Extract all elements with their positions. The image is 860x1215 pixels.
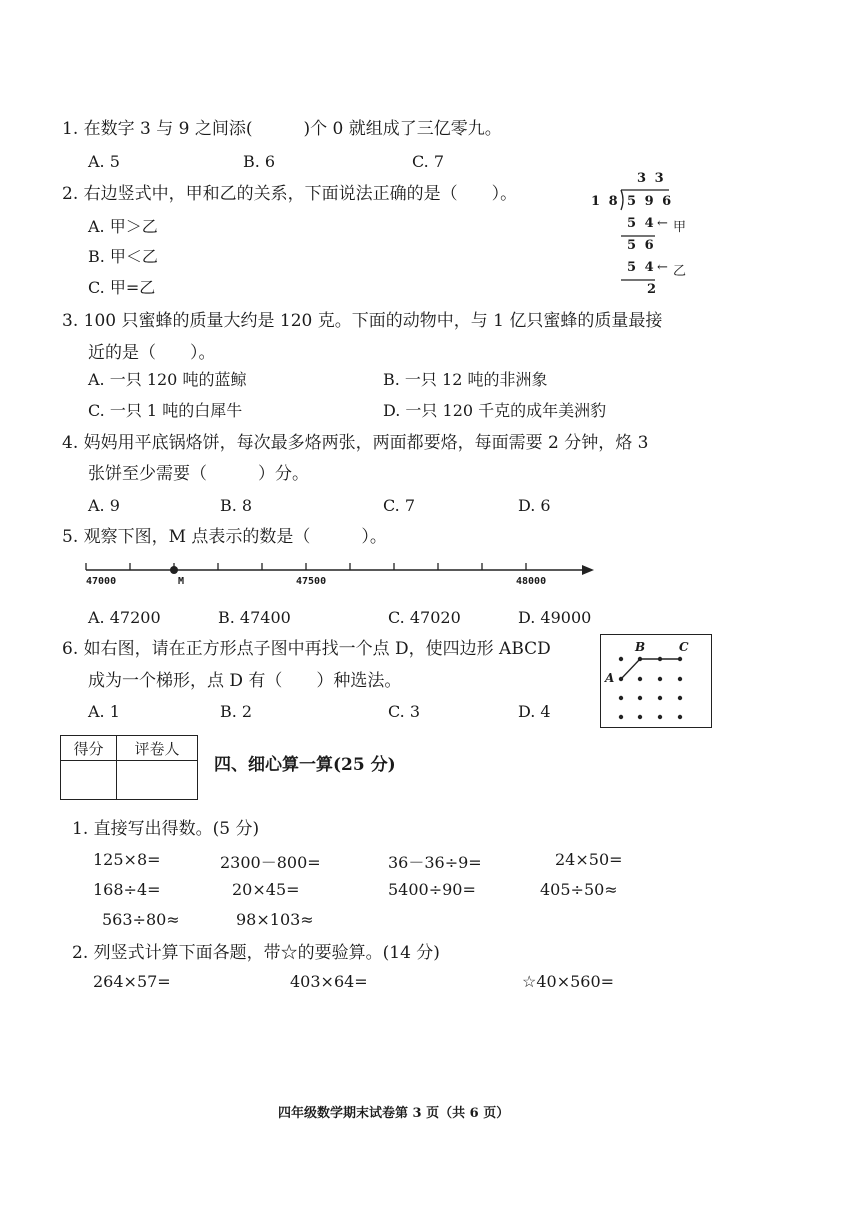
q2-option-b: B. 甲＜乙 <box>88 247 158 266</box>
calc-item-5: 168÷4= <box>93 880 161 899</box>
vertical-calc-1: 264×57= <box>93 972 171 991</box>
q3-option-b: B. 一只 12 吨的非洲象 <box>383 370 548 389</box>
page-footer: 四年级数学期末试卷第 3 页（共 6 页） <box>278 1106 510 1121</box>
q6-line-2: 成为一个梯形，点 D 有（ ）种选法。 <box>88 671 402 691</box>
dot-grid-figure <box>600 634 712 728</box>
q1-option-c: C. 7 <box>412 152 445 171</box>
division-product-2: 5 4 <box>627 260 656 275</box>
q4-option-b: B. 8 <box>220 496 253 515</box>
number-line-arrow-icon <box>582 565 594 575</box>
q2-option-c: C. 甲=乙 <box>88 278 156 297</box>
axis-label-start: 47000 <box>86 576 117 587</box>
q2-text: 2. 右边竖式中，甲和乙的关系，下面说法正确的是（ ）。 <box>62 184 518 204</box>
division-product-1: 5 4 <box>627 216 656 231</box>
division-quotient: 3 3 <box>637 171 666 186</box>
q4-option-d: D. 6 <box>518 496 551 515</box>
q4-line-1: 4. 妈妈用平底锅烙饼，每次最多烙两张，两面都要烙，每面需要 2 分钟，烙 3 <box>62 433 649 453</box>
q2-option-a: A. 甲＞乙 <box>88 217 158 236</box>
long-division-figure <box>585 168 715 298</box>
q5-option-c: C. 47020 <box>388 608 461 627</box>
arrow-jia: ← <box>657 216 668 231</box>
q4-option-a: A. 9 <box>88 496 120 515</box>
q5-option-a: A. 47200 <box>88 608 161 627</box>
dot-grid-svg <box>601 635 711 727</box>
grid-label-c: C <box>679 640 689 654</box>
number-line <box>82 556 602 596</box>
calc-item-9: 563÷80≈ <box>102 910 180 929</box>
axis-label-end: 48000 <box>516 576 547 587</box>
grader-header: 评卷人 <box>117 736 198 761</box>
q1-option-b: B. 6 <box>243 152 276 171</box>
division-remainder-2: 2 <box>647 282 659 297</box>
grid-label-a: A <box>605 671 615 685</box>
score-cell[interactable] <box>61 761 117 800</box>
division-divisor: 1 8 <box>591 194 620 209</box>
calc-item-7: 5400÷90= <box>388 880 476 899</box>
q1-option-a: A. 5 <box>88 152 120 171</box>
calc-item-2: 2300－800= <box>220 853 321 872</box>
q3-option-c: C. 一只 1 吨的白犀牛 <box>88 401 243 420</box>
q3-option-d: D. 一只 120 千克的成年美洲豹 <box>383 401 607 420</box>
point-m-label: M <box>178 576 185 587</box>
q3-line-2: 近的是（ ）。 <box>88 343 216 363</box>
axis-label-mid: 47500 <box>296 576 327 587</box>
q1-text: 1. 在数字 3 与 9 之间添( )个 0 就组成了三亿零九。 <box>62 119 502 139</box>
point-m-dot <box>170 566 178 574</box>
q5-text: 5. 观察下图，M 点表示的数是（ ）。 <box>62 527 387 547</box>
division-remainder-1: 5 6 <box>627 238 656 253</box>
grid-label-b: B <box>635 640 646 654</box>
vertical-calc-3: ☆40×560= <box>522 972 615 991</box>
q6-line-1: 6. 如右图，请在正方形点子图中再找一个点 D，使四边形 ABCD <box>62 639 551 659</box>
calc-item-4: 24×50= <box>555 850 623 869</box>
division-bracket <box>585 168 715 308</box>
calc-item-3: 36－36÷9= <box>388 853 482 872</box>
label-jia: 甲 <box>673 220 687 235</box>
part-2-title: 2. 列竖式计算下面各题，带☆的要验算。(14 分) <box>72 943 440 963</box>
q4-option-c: C. 7 <box>383 496 416 515</box>
q5-option-d: D. 49000 <box>518 608 592 627</box>
section-4-title: 四、细心算一算(25 分) <box>214 755 396 775</box>
q6-option-b: B. 2 <box>220 702 253 721</box>
q6-option-d: D. 4 <box>518 702 551 721</box>
calc-item-8: 405÷50≈ <box>540 880 618 899</box>
arrow-yi: ← <box>657 260 668 275</box>
q6-option-a: A. 1 <box>88 702 120 721</box>
calc-item-6: 20×45= <box>232 880 300 899</box>
division-dividend: 5 9 6 <box>627 194 674 209</box>
calc-item-1: 125×8= <box>93 850 161 869</box>
calc-item-10: 98×103≈ <box>236 910 314 929</box>
q6-option-c: C. 3 <box>388 702 421 721</box>
label-yi: 乙 <box>673 264 687 279</box>
q5-option-b: B. 47400 <box>218 608 291 627</box>
part-1-title: 1. 直接写出得数。(5 分) <box>72 819 260 839</box>
grader-cell[interactable] <box>117 761 198 800</box>
q3-line-1: 3. 100 只蜜蜂的质量大约是 120 克。下面的动物中，与 1 亿只蜜蜂的质量最接 <box>62 311 663 331</box>
q4-line-2: 张饼至少需要（ ）分。 <box>88 464 309 484</box>
vertical-calc-2: 403×64= <box>290 972 368 991</box>
q3-option-a: A. 一只 120 吨的蓝鲸 <box>88 370 247 389</box>
score-header: 得分 <box>61 736 117 761</box>
score-table <box>60 735 198 800</box>
